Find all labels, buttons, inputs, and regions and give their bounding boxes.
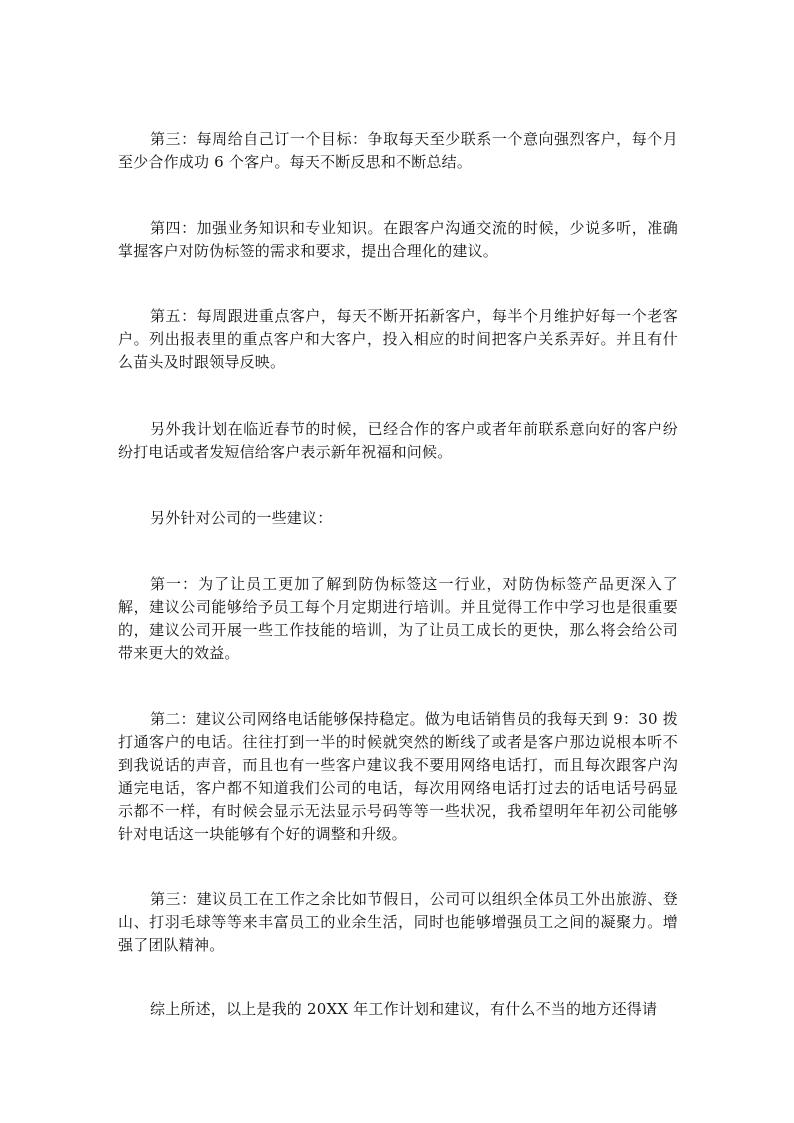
paragraph-knowledge: 第四：加强业务知识和专业知识。在跟客户沟通交流的时候，少说多听，准确掌握客户对防伪标签的需求和要求，提出合理化的建议。: [118, 219, 678, 260]
paragraph-suggestion-phone: 第二：建议公司网络电话能够保持稳定。做为电话销售员的我每天到 9：30 拨打通客户的电话。往往打到一半的时候就突然的断线了或者是客户那边说根本听不到我说话的声音，而且也有一些客户建议我不要用网络电话打，而且每次跟客户沟通完电话，客户都不知道我们公司的电话，每次用网络电话打过去的话电话号码显示都不一样，有时候会显示无法显示号码等等一些状况，我希望明年年初公司能够针对电话这一块能够有个好的调整和升级。: [118, 710, 678, 843]
paragraph-key-clients: 第五：每周跟进重点客户，每天不断开拓新客户，每半个月维护好每一个老客户。列出报表里的重点客户和大客户，投入相应的时间把客户关系弄好。并且有什么苗头及时跟领导反映。: [118, 307, 678, 371]
paragraph-suggestion-activities: 第三：建议员工在工作之余比如节假日，公司可以组织全体员工外出旅游、登山、打羽毛球等等来丰富员工的业余生活，同时也能够增强员工之间的凝聚力。增强了团队精神。: [118, 890, 678, 954]
paragraph-suggestions-heading: 另外针对公司的一些建议：: [150, 509, 333, 527]
paragraph-summary: 综上所述，以上是我的 20XX 年工作计划和建议，有什么不当的地方还得请: [150, 1000, 658, 1018]
paragraph-suggestion-training: 第一：为了让员工更加了解到防伪标签这一行业，对防伪标签产品更深入了解，建议公司能够给予员工每个月定期进行培训。并且觉得工作中学习也是很重要的，建议公司开展一些工作技能的培训，为了让员工成长的更快，那么将会给公司带来更大的效益。: [118, 575, 678, 662]
paragraph-new-year-greetings: 另外我计划在临近春节的时候，已经合作的客户或者年前联系意向好的客户纷纷打电话或者发短信给客户表示新年祝福和问候。: [118, 420, 678, 461]
paragraph-goal-setting: 第三：每周给自己订一个目标：争取每天至少联系一个意向强烈客户，每个月至少合作成功 6 个客户。每天不断反思和不断总结。: [118, 130, 678, 171]
